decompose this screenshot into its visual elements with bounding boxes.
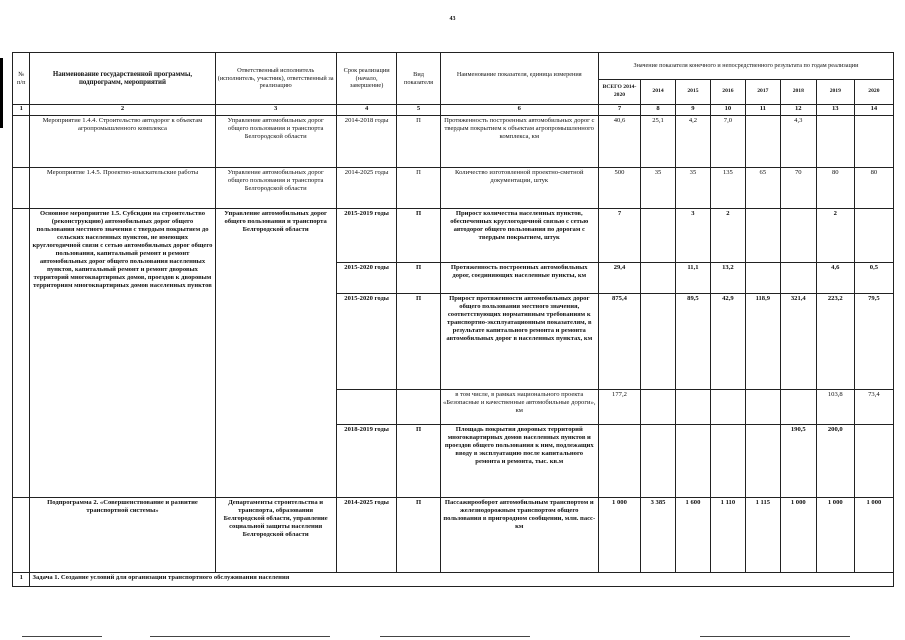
value-cell: 1 115 [745, 498, 780, 573]
column-number: 3 [215, 105, 336, 116]
value-cell [854, 116, 893, 168]
value-cell: 4,3 [780, 116, 816, 168]
value-cell [745, 425, 780, 498]
value-cell: 73,4 [854, 390, 893, 425]
table-row-task-1 [13, 573, 894, 587]
header-year: 2019 [816, 80, 854, 105]
value-cell: 70 [780, 168, 816, 209]
row-type: П [397, 209, 440, 263]
row-type: П [397, 168, 440, 209]
value-cell: 1 000 [598, 498, 640, 573]
value-cell: 2 [816, 209, 854, 263]
row-executor: Департаменты строительства и транспорта, образования Белгородской области, управление социальной защиты населения Белгородской области [215, 498, 336, 573]
program-table-sheet [12, 52, 894, 592]
value-cell: 89,5 [675, 294, 710, 390]
value-cell: 200,0 [816, 425, 854, 498]
value-cell [675, 425, 710, 498]
header-term: Срок реализации (начало, завершение) [336, 53, 397, 105]
row-term [336, 390, 397, 425]
column-number: 10 [710, 105, 745, 116]
column-number: 1 [13, 105, 30, 116]
value-cell: 79,5 [854, 294, 893, 390]
value-cell [745, 209, 780, 263]
column-number-row [13, 105, 894, 116]
row-num-cell [13, 209, 30, 498]
header-year: 2018 [780, 80, 816, 105]
value-cell [854, 209, 893, 263]
row-name: Мероприятие 1.4.4. Строительство автодорог к объектам агропромышленного комплекса [30, 116, 215, 168]
value-cell: 875,4 [598, 294, 640, 390]
table-row-measure-1-4-4 [13, 116, 894, 168]
value-cell [745, 390, 780, 425]
page-number: 43 [449, 16, 456, 22]
row-type: П [397, 263, 440, 294]
value-cell: 4,6 [816, 263, 854, 294]
value-cell [780, 209, 816, 263]
value-cell [710, 425, 745, 498]
value-cell: 2 [710, 209, 745, 263]
row-type [397, 390, 440, 425]
value-cell: 13,2 [710, 263, 745, 294]
value-cell: 500 [598, 168, 640, 209]
row-executor: Управление автомобильных дорог общего пользования и транспорта Белгородской области [215, 209, 336, 498]
header-total: ВСЕГО 2014-2020 [598, 80, 640, 105]
column-number: 7 [598, 105, 640, 116]
value-cell: 80 [854, 168, 893, 209]
row-name: Подпрограмма 2. «Совершенствование и развитие транспортной системы» [30, 498, 215, 573]
value-cell: 25,1 [641, 116, 676, 168]
column-number: 9 [675, 105, 710, 116]
row-type: П [397, 116, 440, 168]
header-year: 2020 [854, 80, 893, 105]
column-number: 2 [30, 105, 215, 116]
table-row-main-measure-1-5 [13, 209, 894, 263]
value-cell: 177,2 [598, 390, 640, 425]
value-cell [710, 390, 745, 425]
value-cell: 321,4 [780, 294, 816, 390]
value-cell: 135 [710, 168, 745, 209]
row-term: 2015-2020 годы [336, 294, 397, 390]
row-num-cell [13, 168, 30, 209]
value-cell: 1 000 [816, 498, 854, 573]
column-number: 13 [816, 105, 854, 116]
header-name: Наименование государственной программы, подпрограмм, мероприятий [30, 53, 215, 105]
row-term: 2015-2019 годы [336, 209, 397, 263]
column-number: 14 [854, 105, 893, 116]
column-number: 12 [780, 105, 816, 116]
row-indicator: Прирост протяженности автомобильных дорог общего пользования местного значения, соответствующих нормативным требованиям к транспортно-эксплуатационным показателям, в результате капитального ремонта и ремонта автомобильных дорог в населенных пунктах, км [440, 294, 598, 390]
header-year: 2017 [745, 80, 780, 105]
row-num-cell [13, 116, 30, 168]
value-cell: 7,0 [710, 116, 745, 168]
value-cell [816, 116, 854, 168]
value-cell [745, 116, 780, 168]
value-cell: 1 600 [675, 498, 710, 573]
value-cell: 1 000 [780, 498, 816, 573]
task-text: Задача 1. Создание условий для организации транспортного обслуживания населения [30, 573, 894, 587]
row-name: Основное мероприятие 1.5. Субсидии на строительство (реконструкцию) автомобильных дорог общего пользования местного значения с твердым покрытием до сельских населенных пунктов, не имеющих круглогодичной связи с сетью автомобильных дорог общего пользования, капитальный ремонт и ремонт автомобильных дорог общего пользования населенных пунктов, капитальный ремонт и ремонт дворовых территорий многоквартирных домов, проездов к дворовым территориям многоквартирных домов населенных пунктов [30, 209, 215, 498]
bottom-scan-line [380, 636, 530, 637]
header-executor: Ответственный исполнитель (исполнитель, участник), ответственный за реализацию [215, 53, 336, 105]
row-indicator: Площадь покрытия дворовых территорий многоквартирных домов населенных пунктов и проездов общего пользования к ним, подлежащих вводу в эксплуатацию после капитального ремонта и ремонта, тыс. кв.м [440, 425, 598, 498]
value-cell: 3 385 [641, 498, 676, 573]
task-num: 1 [13, 573, 30, 587]
column-number: 4 [336, 105, 397, 116]
bottom-scan-line [150, 636, 330, 637]
value-cell: 1 000 [854, 498, 893, 573]
row-type: П [397, 294, 440, 390]
value-cell: 11,1 [675, 263, 710, 294]
header-indicator-type: Вид показателя [397, 53, 440, 105]
table-row-measure-1-4-5 [13, 168, 894, 209]
header-indicator-name: Наименование показателя, единица измерения [440, 53, 598, 105]
value-cell: 35 [675, 168, 710, 209]
value-cell [854, 425, 893, 498]
value-cell [641, 263, 676, 294]
value-cell: 190,5 [780, 425, 816, 498]
header-year: 2015 [675, 80, 710, 105]
table-row-subprogram-2 [13, 498, 894, 573]
header-values-title: Значение показателя конечного и непосредственного результата по годам реализации [598, 53, 893, 80]
value-cell: 223,2 [816, 294, 854, 390]
page-edge-mark [0, 58, 3, 128]
value-cell: 0,5 [854, 263, 893, 294]
row-term: 2018-2019 годы [336, 425, 397, 498]
row-type: П [397, 498, 440, 573]
header-year: 2016 [710, 80, 745, 105]
row-term: 2014-2018 годы [336, 116, 397, 168]
row-indicator: Протяженность построенных автомобильных дорог с твердым покрытием к объектам агропромышленного комплекса, км [440, 116, 598, 168]
program-indicators-table [12, 52, 894, 587]
value-cell: 42,9 [710, 294, 745, 390]
value-cell: 103,8 [816, 390, 854, 425]
value-cell [641, 209, 676, 263]
row-indicator: в том числе, в рамках национального проекта «Безопасные и качественные автомобильные дороги», км [440, 390, 598, 425]
column-number: 11 [745, 105, 780, 116]
value-cell: 4,2 [675, 116, 710, 168]
row-term: 2015-2020 годы [336, 263, 397, 294]
row-num-cell [13, 498, 30, 573]
value-cell [780, 263, 816, 294]
value-cell [598, 425, 640, 498]
row-executor: Управление автомобильных дорог общего пользования и транспорта Белгородской области [215, 168, 336, 209]
column-number: 8 [641, 105, 676, 116]
value-cell [641, 294, 676, 390]
value-cell [675, 390, 710, 425]
row-type: П [397, 425, 440, 498]
row-name: Мероприятие 1.4.5. Проектно-изыскательские работы [30, 168, 215, 209]
bottom-scan-line [700, 636, 850, 637]
value-cell: 118,9 [745, 294, 780, 390]
value-cell: 1 110 [710, 498, 745, 573]
row-indicator: Количество изготовленной проектно-сметной документации, штук [440, 168, 598, 209]
value-cell: 40,6 [598, 116, 640, 168]
row-indicator: Пассажирооборот автомобильным транспортом и железнодорожным транспортом общего пользования в пригородном сообщении, млн. пасс-км [440, 498, 598, 573]
value-cell: 3 [675, 209, 710, 263]
value-cell: 80 [816, 168, 854, 209]
column-number: 6 [440, 105, 598, 116]
value-cell: 7 [598, 209, 640, 263]
column-number: 5 [397, 105, 440, 116]
value-cell [641, 425, 676, 498]
row-executor: Управление автомобильных дорог общего пользования и транспорта Белгородской области [215, 116, 336, 168]
value-cell [745, 263, 780, 294]
value-cell: 35 [641, 168, 676, 209]
row-term: 2014-2025 годы [336, 168, 397, 209]
value-cell: 29,4 [598, 263, 640, 294]
row-term: 2014-2025 годы [336, 498, 397, 573]
row-indicator: Прирост количества населенных пунктов, обеспеченных круглогодичной связью с сетью автодорог общего пользования по дорогам с твердым покрытием, штук [440, 209, 598, 263]
value-cell [641, 390, 676, 425]
header-num: № п/п [13, 53, 30, 105]
value-cell [780, 390, 816, 425]
row-indicator: Протяженность построенных автомобильных дорог, соединяющих населенные пункты, км [440, 263, 598, 294]
header-year: 2014 [641, 80, 676, 105]
bottom-scan-line [22, 636, 102, 637]
value-cell: 65 [745, 168, 780, 209]
